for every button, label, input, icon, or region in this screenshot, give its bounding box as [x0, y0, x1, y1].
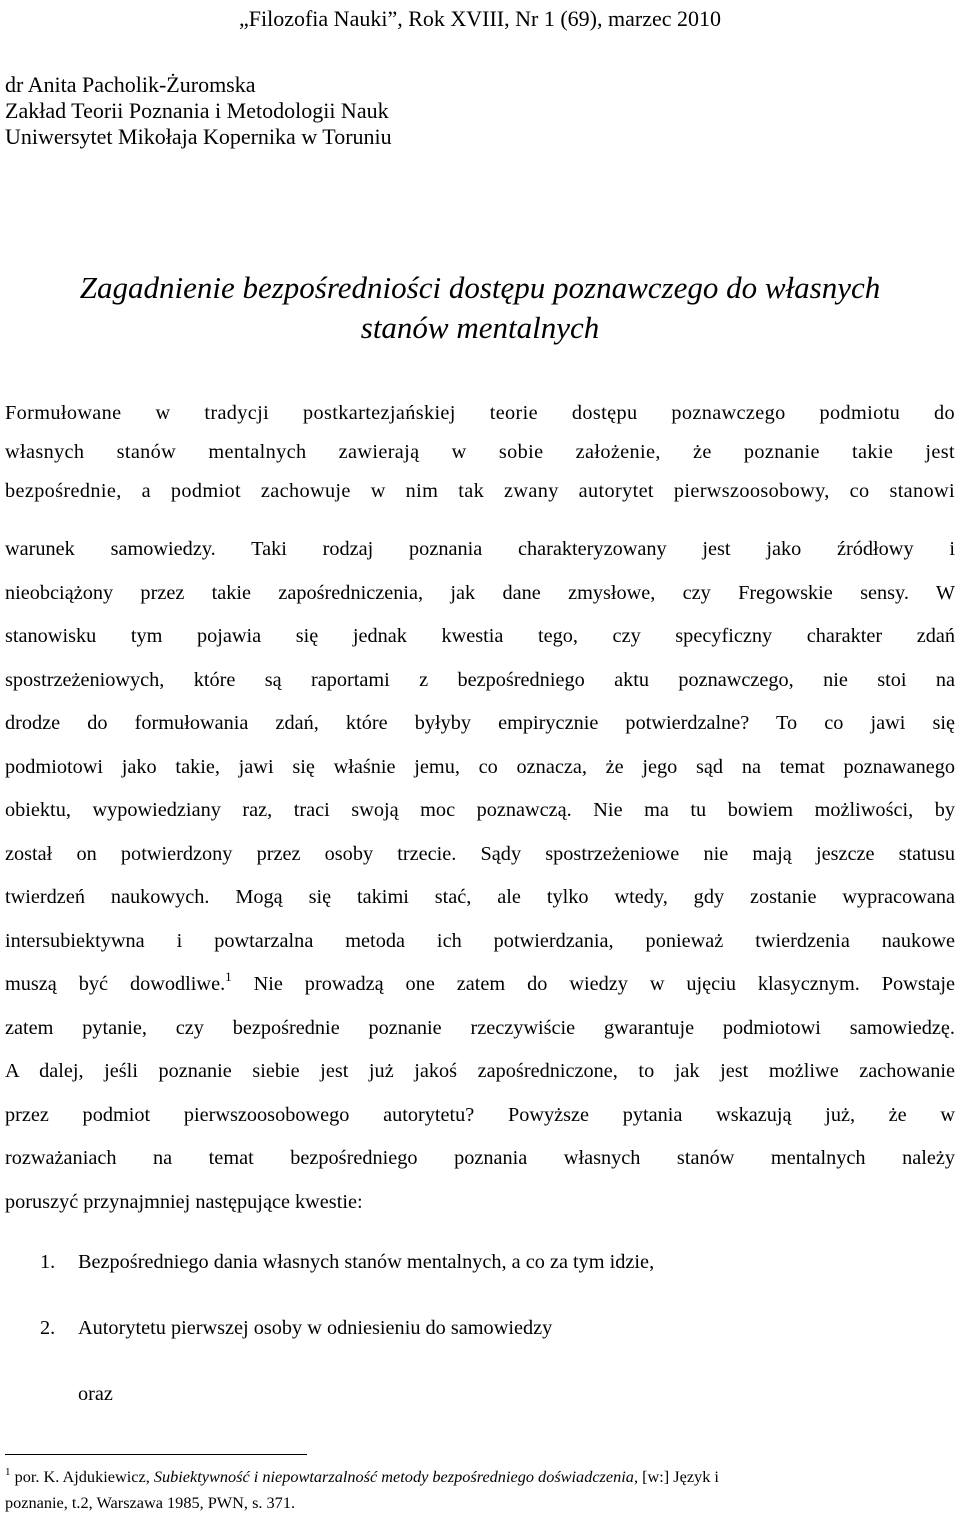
list-item-text: Autorytetu pierwszej osoby w odniesieniu do samowiedzy	[78, 1317, 553, 1339]
abstract-paragraph	[5, 394, 955, 511]
footnote-marker: 1	[5, 1466, 11, 1478]
body-text-after-footnote: Nie prowadzą one zatem do wiedzy w ujęciu klasycznym. Powstaje	[231, 973, 955, 995]
body-line: został on potwierdzony przez osoby trzecie. Sądy spostrzeżeniowe nie mają jeszcze statusu	[5, 842, 955, 865]
footnote-reference-1[interactable]: 1	[225, 969, 232, 984]
footnote-prefix: por. K. Ajdukiewicz,	[10, 1467, 154, 1486]
list-item	[40, 1248, 654, 1276]
journal-header: „Filozofia Nauki”, Rok XVIII, Nr 1 (69), marzec 2010	[238, 6, 721, 31]
body-line: A dalej, jeśli poznanie siebie jest już jakoś zapośredniczone, to jak jest możliwe zachowanie	[5, 1060, 955, 1082]
author-university: Uniwersytet Mikołaja Kopernika w Toruniu	[5, 124, 392, 149]
body-line: obiektu, wypowiedziany raz, traci swoją moc poznawczą. Nie ma tu bowiem możliwości, by	[5, 799, 955, 821]
body-line: rozważaniach na temat bezpośredniego poznania własnych stanów mentalnych należy	[5, 1147, 955, 1169]
article-title-line-1: Zagadnienie bezpośredniości dostępu poznawczego do własnych	[79, 270, 881, 305]
body-line	[5, 528, 955, 572]
body-line: zatem pytanie, czy bezpośrednie poznanie rzeczywiście gwarantuje podmiotowi samowiedzę.	[5, 1016, 955, 1039]
list-item	[40, 1314, 552, 1342]
conjunction-text: oraz	[78, 1383, 113, 1405]
footnote-1	[5, 1464, 955, 1516]
footnote-work-title: Subiektywność i niepowtarzalność metody bezpośredniego doświadczenia	[153, 1467, 634, 1486]
body-line: intersubiektywna i powtarzalna metoda ich potwierdzania, ponieważ twierdzenia naukowe	[5, 929, 955, 952]
footnote-suffix: , [w:] Język i	[633, 1467, 719, 1486]
author-block	[5, 72, 392, 150]
footnote-line	[5, 1464, 955, 1490]
body-line: nieobciążony przez takie zapośredniczenia, jak dane zmysłowe, czy Fregowskie sensy. W	[5, 581, 955, 604]
body-line: poruszyć przynajmniej następujące kwestie:	[5, 1190, 363, 1213]
list-item-number: 2.	[40, 1317, 56, 1339]
body-line: podmiotowi jako takie, jawi się właśnie jemu, co oznacza, że jego sąd na temat poznawanego	[5, 755, 955, 778]
list-item-text: Bezpośredniego dania własnych stanów mentalnych, a co za tym idzie,	[78, 1251, 655, 1273]
abstract-line: własnych stanów mentalnych zawierają w sobie założenie, że poznanie takie jest	[5, 441, 955, 463]
abstract-closing-text: warunek samowiedzy.	[5, 538, 216, 560]
abstract-line: bezpośrednie, a podmiot zachowuje w nim tak zwany autorytet pierwszoosobowy, co stanowi	[5, 480, 955, 502]
author-department: Zakład Teorii Poznania i Metodologii Nauk	[5, 98, 389, 123]
footnote-separator	[5, 1454, 307, 1455]
body-line: twierdzeń naukowych. Mogą się takimi stać, ale tylko wtedy, gdy zostanie wypracowana	[5, 886, 955, 908]
body-line: spostrzeżeniowych, które są raportami z bezpośredniego aktu poznawczego, nie stoi na	[5, 668, 955, 691]
article-title-line-2: stanów mentalnych	[360, 310, 600, 345]
author-name: dr Anita Pacholik-Żuromska	[5, 72, 256, 97]
body-paragraph	[5, 528, 955, 1224]
body-line: przez podmiot pierwszoosobowego autorytetu? Powyższe pytania wskazują już, że w	[5, 1103, 955, 1126]
abstract-line: Formułowane w tradycji postkartezjańskiej teorie dostępu poznawczego podmiotu do	[5, 402, 955, 424]
body-line: drodze do formułowania zdań, które byłyby empirycznie potwierdzalne? To co jawi się	[5, 712, 955, 734]
article-title	[0, 268, 960, 348]
body-line: stanowisku tym pojawia się jednak kwestia tego, czy specyficzny charakter zdań	[5, 625, 955, 647]
body-text-before-footnote: muszą być dowodliwe.	[5, 973, 226, 995]
list-item-number: 1.	[40, 1251, 56, 1273]
body-line	[5, 963, 955, 1007]
footnote-line: poznanie, t.2, Warszawa 1985, PWN, s. 371.	[5, 1493, 296, 1512]
body-opening-text: Taki rodzaj poznania charakteryzowany jest jako źródłowy i	[251, 538, 955, 560]
